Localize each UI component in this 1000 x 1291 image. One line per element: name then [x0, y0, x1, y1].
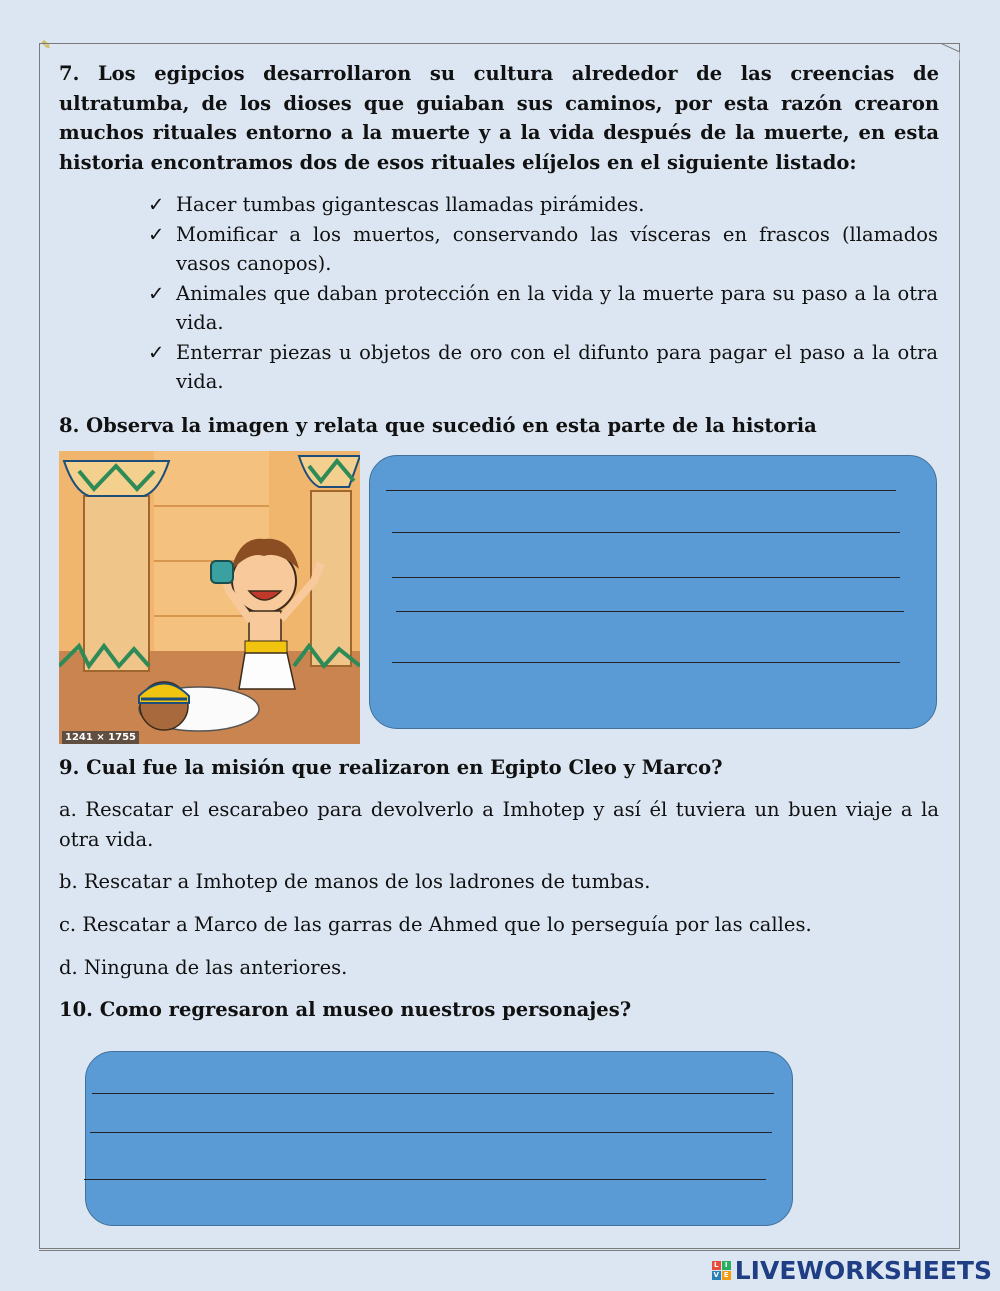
answer-line [396, 611, 904, 612]
option-item: ✓ Momificar a los muertos, conservando las vísceras en frascos (llamados vasos canopos). [148, 220, 938, 279]
option-item: ✓ Animales que daban protección en la vida y la muerte para su paso a la otra vida. [148, 279, 938, 338]
answer-line [392, 577, 900, 578]
liveworksheets-logo [712, 1256, 992, 1285]
footer-divider [39, 1250, 960, 1251]
question-9-option-a: a. Rescatar el escarabeo para devolverlo a Imhotep y así él tuviera un buen viaje a la otra vida. [59, 798, 939, 851]
question-8-answer-box[interactable] [369, 455, 937, 729]
image-size-label: 1241 × 1755 [62, 731, 139, 744]
answer-line [386, 490, 896, 491]
checkmark-icon: ✓ [148, 340, 165, 364]
question-9-option-c: c. Rescatar a Marco de las garras de Ahmed que lo perseguía por las calles. [59, 913, 812, 936]
question-7-text: 7. Los egipcios desarrollaron su cultura alrededor de las creencias de ultratumba, de los dioses que guiaban sus caminos, por esta razón crearon muchos rituales entorno a la muerte y a la vida después de la muerte, en esta historia encontramos dos de esos rituales elíjelos en el siguiente listado: [59, 62, 939, 174]
answer-line [84, 1179, 766, 1180]
answer-line [392, 662, 900, 663]
page-fold-icon [940, 43, 960, 61]
question-10-answer-box[interactable] [85, 1051, 793, 1226]
checkmark-icon: ✓ [148, 193, 165, 216]
checkmark-icon: ✓ [148, 281, 165, 305]
answer-line [392, 532, 900, 533]
question-9-option-b: b. Rescatar a Imhotep de manos de los ladrones de tumbas. [59, 870, 651, 893]
option-item: ✓ Enterrar piezas u objetos de oro con el difunto para pagar el paso a la otra vida. [148, 338, 938, 397]
question-10-text: 10. Como regresaron al museo nuestros personajes? [59, 998, 632, 1021]
brand-name: LIVEWORKSHEETS [734, 1256, 992, 1285]
pin-icon: ✎ [41, 38, 52, 52]
egypt-story-illustration [59, 451, 360, 744]
option-item: ✓ Hacer tumbas gigantescas llamadas pirámides. [148, 190, 938, 220]
checkmark-icon: ✓ [148, 222, 165, 246]
answer-line [92, 1093, 774, 1094]
question-8-text: 8. Observa la imagen y relata que sucedió en esta parte de la historia [59, 414, 817, 437]
liveworksheets-logo-icon: L I V E [712, 1261, 731, 1280]
answer-line [90, 1132, 772, 1133]
question-9-text: 9. Cual fue la misión que realizaron en Egipto Cleo y Marco? [59, 756, 723, 779]
question-7-options [148, 190, 938, 397]
question-9-option-d: d. Ninguna de las anteriores. [59, 956, 348, 979]
